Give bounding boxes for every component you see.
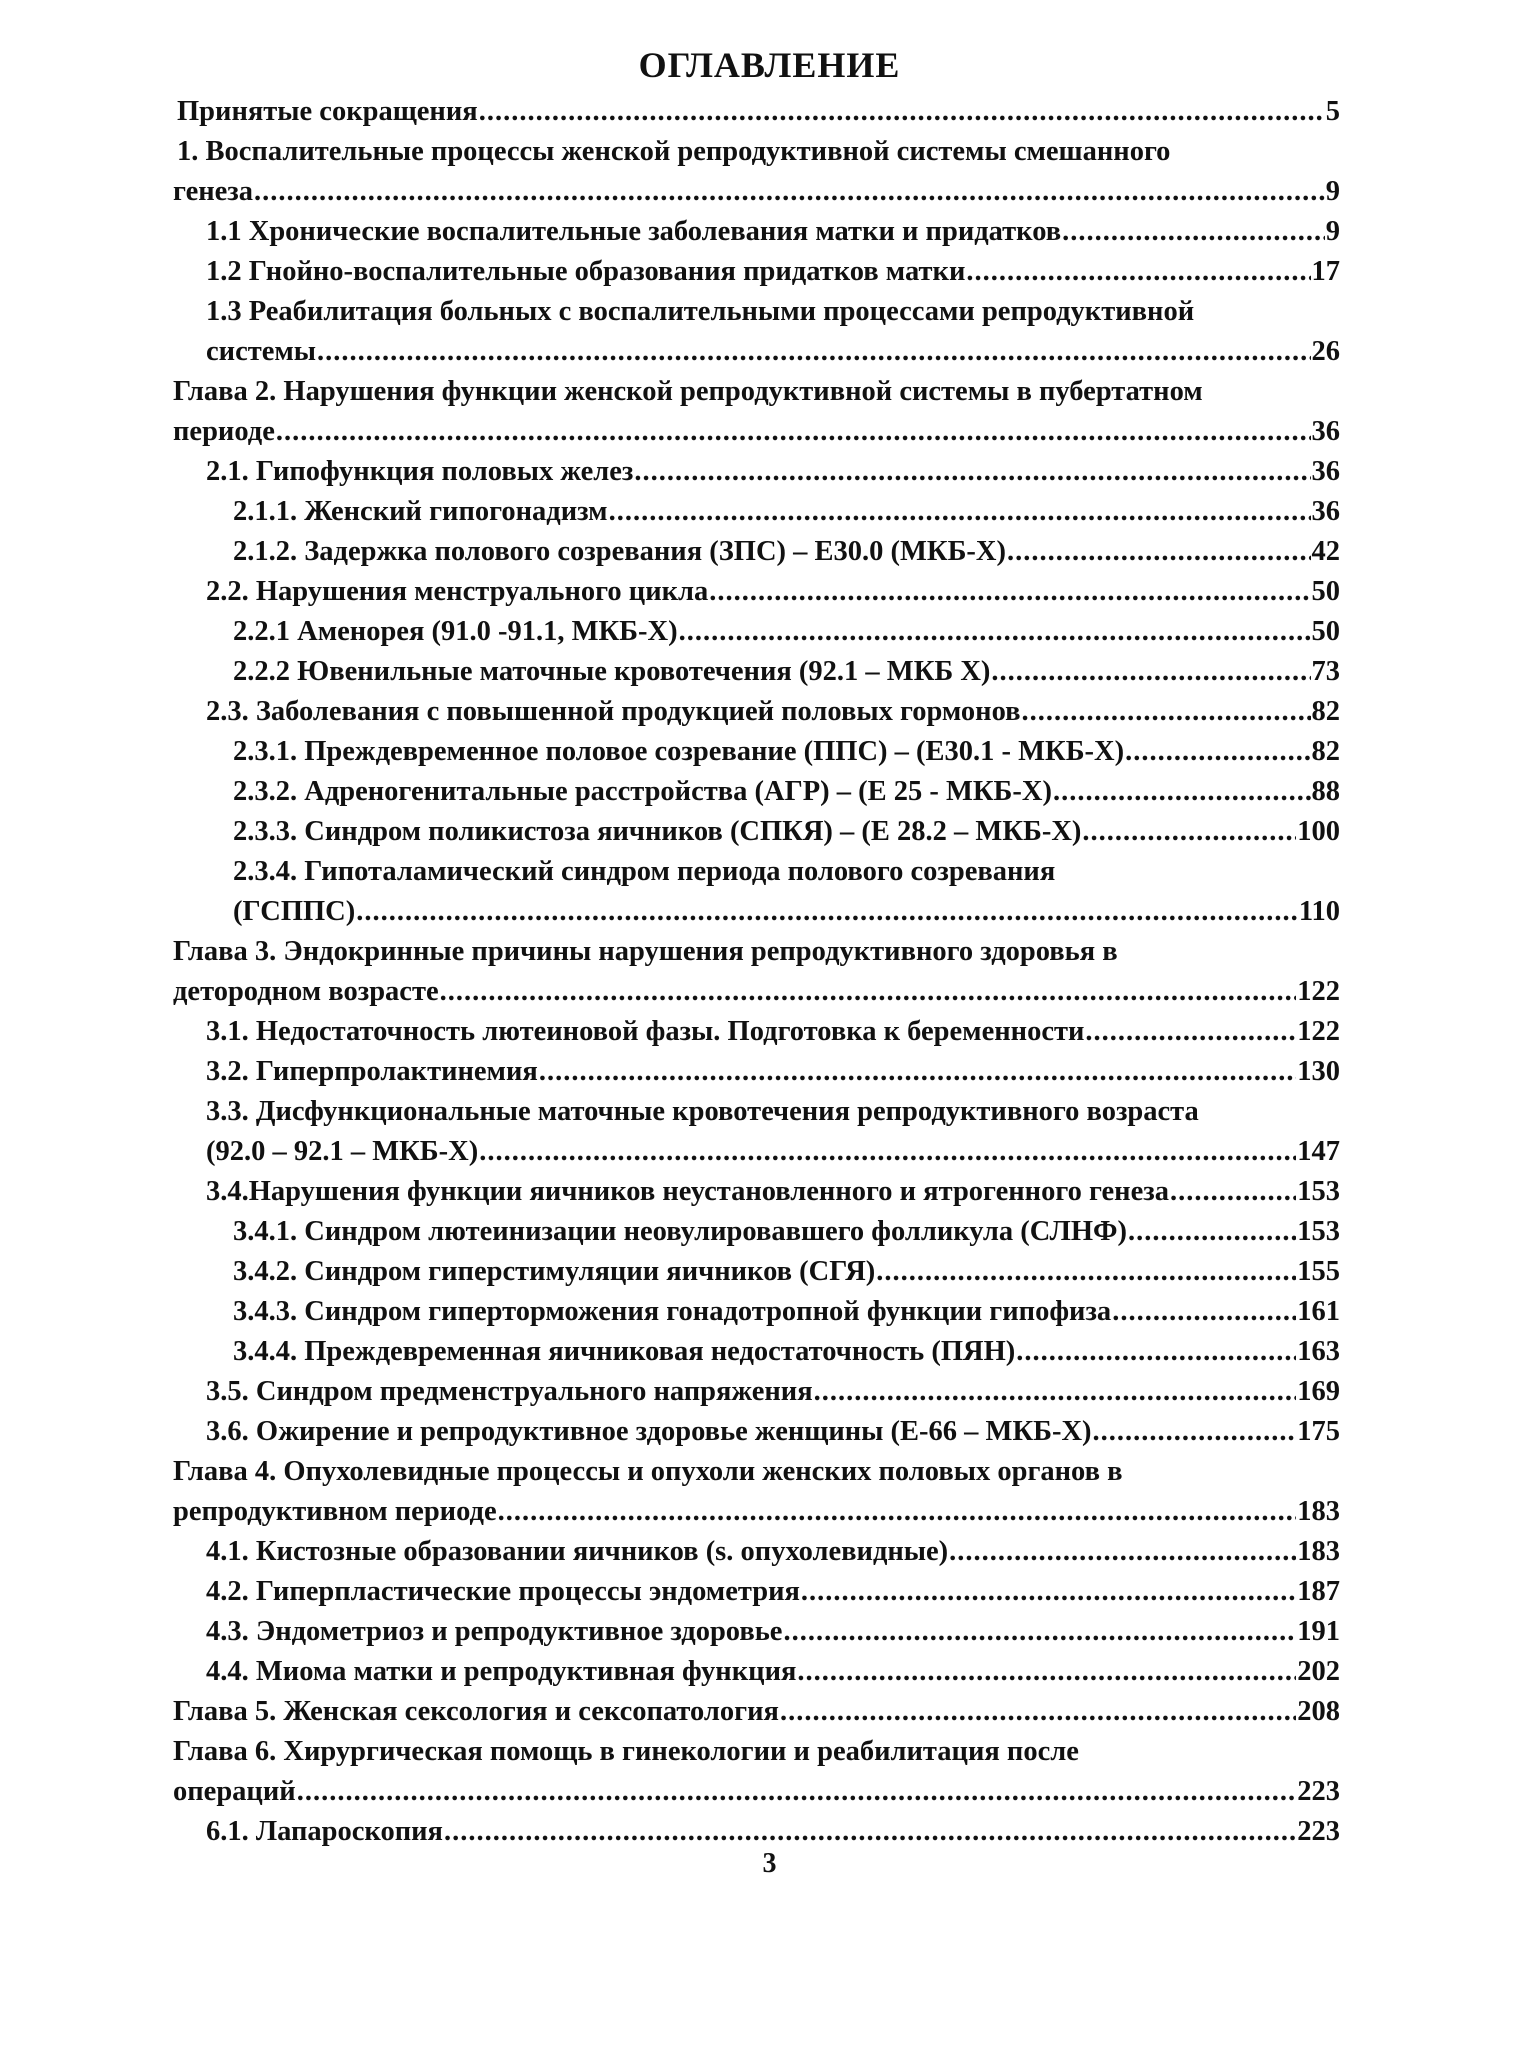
toc-line [173, 492, 1340, 532]
toc-line [173, 732, 1340, 772]
toc-entry-title: 2.2.1 Аменорея (91.0 -91.1, МКБ-Х) [233, 616, 678, 647]
toc-dot-leader [634, 452, 1310, 492]
toc-dot-leader [949, 1532, 1296, 1572]
toc-entry-title: 2.3.1. Преждевременное половое созревание (ППС) – (Е30.1 - МКБ-Х) [233, 736, 1125, 767]
toc-entry [173, 732, 1340, 772]
toc-page-number: 26 [1311, 336, 1340, 367]
toc-line [173, 1692, 1340, 1732]
toc-entry [173, 372, 1340, 452]
toc-entry-title: операций [173, 1776, 296, 1807]
toc-entry-title: 4.2. Гиперпластические процессы эндометрия [206, 1576, 800, 1607]
toc-entry-title: системы [206, 336, 317, 367]
toc-entry-title: 2.1. Гипофункция половых желез [206, 456, 634, 487]
toc-entry-title: 2.2.2 Ювенильные маточные кровотечения (92.1 – МКБ Х) [233, 656, 991, 687]
toc-line [173, 252, 1340, 292]
toc-line [173, 1172, 1340, 1212]
toc-page-number: 187 [1297, 1576, 1340, 1607]
toc-dot-leader [609, 492, 1311, 532]
toc-page-number: 122 [1297, 1016, 1340, 1047]
toc-page-number: 155 [1297, 1256, 1340, 1287]
toc-entry [173, 212, 1340, 252]
toc-entry-title: периоде [173, 416, 275, 447]
toc-line [173, 1252, 1340, 1292]
toc-line [173, 852, 1340, 892]
toc-dot-leader [780, 1692, 1296, 1732]
toc-line [173, 1452, 1340, 1492]
toc-page-number: 122 [1297, 976, 1340, 1007]
toc-entry [173, 652, 1340, 692]
toc-line [173, 612, 1340, 652]
toc-line [173, 412, 1340, 452]
toc-page-number: 183 [1297, 1536, 1340, 1567]
toc-entry [173, 132, 1340, 212]
toc-entry [173, 532, 1340, 572]
toc-line [173, 1572, 1340, 1612]
toc-page-number: 130 [1297, 1056, 1340, 1087]
toc-line [173, 132, 1340, 172]
toc-entry-title: Глава 5. Женская сексология и сексопатология [173, 1696, 779, 1727]
toc-page-number: 223 [1297, 1776, 1340, 1807]
toc-dot-leader [709, 572, 1310, 612]
toc-line [173, 1212, 1340, 1252]
toc-entry [173, 1732, 1340, 1812]
toc-dot-leader [1128, 1212, 1296, 1252]
toc-page-number: 153 [1297, 1216, 1340, 1247]
toc-dot-leader [991, 652, 1310, 692]
toc-entry [173, 1012, 1340, 1052]
toc-entry [173, 1412, 1340, 1452]
toc-entry-title: 3.4.2. Синдром гиперстимуляции яичников (СГЯ) [233, 1256, 876, 1287]
toc-line [173, 172, 1340, 212]
toc-entry-title: 2.3.4. Гипоталамический синдром периода полового созревания [233, 856, 1056, 887]
toc-entry-title: Глава 3. Эндокринные причины нарушения репродуктивного здоровья в [173, 936, 1118, 967]
toc-entry-title: (92.0 – 92.1 – МКБ-Х) [206, 1136, 479, 1167]
toc-page-number: 191 [1297, 1616, 1340, 1647]
toc-line [173, 1532, 1340, 1572]
toc-entry [173, 1652, 1340, 1692]
toc-line [173, 892, 1340, 932]
toc-entry-title: 3.6. Ожирение и репродуктивное здоровье женщины (Е-66 – МКБ-Х) [206, 1416, 1092, 1447]
toc-dot-leader [876, 1252, 1296, 1292]
toc-entry [173, 1612, 1340, 1652]
toc-entry-title: 2.2. Нарушения менструального цикла [206, 576, 709, 607]
toc-dot-leader [479, 1132, 1296, 1172]
toc-entry [173, 572, 1340, 612]
toc-entry [173, 932, 1340, 1012]
toc-line [173, 1292, 1340, 1332]
page-number: 3 [762, 1848, 777, 1879]
toc-dot-leader [783, 1612, 1296, 1652]
toc-line [173, 332, 1340, 372]
toc-dot-leader [317, 332, 1310, 372]
toc-line [173, 212, 1340, 252]
toc-entry [173, 92, 1340, 132]
toc-entry-title: 3.4.Нарушения функции яичников неустановленного и ятрогенного генеза [206, 1176, 1169, 1207]
toc-dot-leader [276, 412, 1311, 452]
toc-entry-title: 3.1. Недостаточность лютеиновой фазы. Подготовка к беременности [206, 1016, 1085, 1047]
toc-entry [173, 692, 1340, 732]
toc-entry [173, 252, 1340, 292]
toc-page-number: 50 [1311, 576, 1340, 607]
toc-line [173, 1812, 1340, 1852]
toc-entry-title: 3.4.4. Преждевременная яичниковая недостаточность (ПЯН) [233, 1336, 1016, 1367]
toc-line [173, 292, 1340, 332]
toc-entry [173, 1212, 1340, 1252]
toc-dot-leader [356, 892, 1298, 932]
toc-page-number: 147 [1297, 1136, 1340, 1167]
toc-entry-title: 3.5. Синдром предменструального напряжения [206, 1376, 813, 1407]
toc-dot-leader [297, 1772, 1297, 1812]
toc-page-number: 110 [1298, 896, 1340, 927]
toc-entry [173, 1332, 1340, 1372]
toc-entry-title: репродуктивном периоде [173, 1496, 497, 1527]
toc-page-number: 202 [1297, 1656, 1340, 1687]
toc-dot-leader [679, 612, 1311, 652]
toc-line [173, 652, 1340, 692]
toc-entry [173, 492, 1340, 532]
toc-page-number: 82 [1311, 736, 1340, 767]
toc-entry-title: 2.3.3. Синдром поликистоза яичников (СПКЯ) – (Е 28.2 – МКБ-Х) [233, 816, 1082, 847]
toc-dot-leader [1112, 1292, 1296, 1332]
toc-dot-leader [1125, 732, 1310, 772]
toc-page-number: 73 [1311, 656, 1340, 687]
toc-entry-title: Принятые сокращения [177, 96, 478, 127]
page-title: ОГЛАВЛЕНИЕ [638, 45, 901, 85]
toc-entry [173, 772, 1340, 812]
toc-entry-title: 3.4.1. Синдром лютеинизации неовулировавшего фолликула (СЛНФ) [233, 1216, 1127, 1247]
toc-line [173, 1052, 1340, 1092]
toc-line [173, 1132, 1340, 1172]
toc-page-number: 161 [1297, 1296, 1340, 1327]
toc-page-number: 175 [1297, 1416, 1340, 1447]
toc-entry-title: (ГСППС) [233, 896, 356, 927]
toc-line [173, 1612, 1340, 1652]
toc-entry-title: 1. Воспалительные процессы женской репродуктивной системы смешанного [177, 136, 1171, 167]
toc-entry [173, 1692, 1340, 1732]
toc-page-number: 36 [1311, 456, 1340, 487]
toc-entry [173, 452, 1340, 492]
toc-page-number: 36 [1311, 416, 1340, 447]
toc-entry-title: 1.1 Хронические воспалительные заболевания матки и придатков [206, 216, 1062, 247]
toc-entry [173, 1812, 1340, 1852]
toc-entry-title: 6.1. Лапароскопия [206, 1816, 443, 1847]
toc-line [173, 1012, 1340, 1052]
toc-line [173, 572, 1340, 612]
toc-line [173, 932, 1340, 972]
toc-dot-leader [1016, 1332, 1296, 1372]
toc-entry-title: 3.4.3. Синдром гиперторможения гонадотропной функции гипофиза [233, 1296, 1112, 1327]
toc-entry-title: 4.4. Миома матки и репродуктивная функция [206, 1656, 797, 1687]
toc-line [173, 1772, 1340, 1812]
toc-entry-title: 4.1. Кистозные образовании яичников (s. опухолевидные) [206, 1536, 949, 1567]
toc-page-number: 9 [1325, 176, 1340, 207]
toc-entry [173, 1572, 1340, 1612]
toc-dot-leader [1062, 212, 1325, 252]
toc-entry-title: Глава 6. Хирургическая помощь в гинекологии и реабилитация после [173, 1736, 1079, 1767]
toc-entry [173, 292, 1340, 372]
toc-page-number: 36 [1311, 496, 1340, 527]
toc-entry-title: Глава 4. Опухолевидные процессы и опухоли женских половых органов в [173, 1456, 1123, 1487]
toc-entry-title: 3.2. Гиперпролактинемия [206, 1056, 538, 1087]
toc-dot-leader [254, 172, 1325, 212]
toc-dot-leader [1085, 1012, 1296, 1052]
toc-dot-leader [814, 1372, 1297, 1412]
toc-dot-leader [444, 1812, 1296, 1852]
toc-entry [173, 1052, 1340, 1092]
toc-page-number: 5 [1325, 96, 1340, 127]
toc-line [173, 1412, 1340, 1452]
toc-entry-title: генеза [173, 176, 253, 207]
toc-entry-title: Глава 2. Нарушения функции женской репродуктивной системы в пубертатном [173, 376, 1203, 407]
toc-page-number: 50 [1311, 616, 1340, 647]
toc-page-number: 100 [1297, 816, 1340, 847]
toc-line [173, 92, 1340, 132]
toc-dot-leader [1093, 1412, 1297, 1452]
toc-entry [173, 1292, 1340, 1332]
toc-entry-title: 1.3 Реабилитация больных с воспалительными процессами репродуктивной [206, 296, 1195, 327]
toc-entry [173, 1452, 1340, 1532]
toc-line [173, 692, 1340, 732]
toc-dot-leader [1170, 1172, 1296, 1212]
toc-dot-leader [440, 972, 1297, 1012]
toc-line [173, 1652, 1340, 1692]
toc-entry-title: 2.1.1. Женский гипогонадизм [233, 496, 608, 527]
toc-dot-leader [1022, 692, 1311, 732]
toc-page-number: 153 [1297, 1176, 1340, 1207]
toc-page-number: 223 [1297, 1816, 1340, 1847]
toc-line [173, 812, 1340, 852]
toc-line [173, 1732, 1340, 1772]
toc-page-number: 17 [1311, 256, 1340, 287]
toc-dot-leader [801, 1572, 1296, 1612]
toc-entry [173, 1172, 1340, 1212]
toc-page-number: 9 [1325, 216, 1340, 247]
toc-page-number: 169 [1297, 1376, 1340, 1407]
toc-page-number: 88 [1311, 776, 1340, 807]
toc-line [173, 1332, 1340, 1372]
toc-dot-leader [797, 1652, 1296, 1692]
toc-entry-title: детородном возрасте [173, 976, 439, 1007]
toc-dot-leader [539, 1052, 1296, 1092]
toc-entry [173, 1532, 1340, 1572]
toc-page-number: 163 [1297, 1336, 1340, 1367]
toc-dot-leader [479, 92, 1325, 132]
toc-dot-leader [498, 1492, 1297, 1532]
toc-dot-leader [1053, 772, 1311, 812]
toc-entry [173, 1252, 1340, 1292]
toc-entry [173, 852, 1340, 932]
table-of-contents [173, 92, 1340, 1852]
toc-entry [173, 812, 1340, 852]
toc-page-number: 208 [1297, 1696, 1340, 1727]
toc-line [173, 1492, 1340, 1532]
toc-dot-leader [1007, 532, 1311, 572]
toc-line [173, 372, 1340, 412]
toc-line [173, 1092, 1340, 1132]
toc-line [173, 1372, 1340, 1412]
toc-entry [173, 1092, 1340, 1172]
toc-line [173, 772, 1340, 812]
toc-entry-title: 2.3.2. Адреногенитальные расстройства (АГР) – (Е 25 - МКБ-Х) [233, 776, 1052, 807]
toc-entry [173, 612, 1340, 652]
toc-line [173, 532, 1340, 572]
toc-dot-leader [1082, 812, 1296, 852]
toc-dot-leader [966, 252, 1310, 292]
toc-entry-title: 4.3. Эндометриоз и репродуктивное здоровье [206, 1616, 783, 1647]
toc-entry [173, 1372, 1340, 1412]
toc-entry-title: 1.2 Гнойно-воспалительные образования придатков матки [206, 256, 966, 287]
toc-line [173, 972, 1340, 1012]
toc-page-number: 82 [1311, 696, 1340, 727]
toc-entry-title: 3.3. Дисфункциональные маточные кровотечения репродуктивного возраста [206, 1096, 1199, 1127]
toc-page-number: 183 [1297, 1496, 1340, 1527]
toc-entry-title: 2.1.2. Задержка полового созревания (ЗПС) – Е30.0 (МКБ-Х) [233, 536, 1006, 567]
toc-page-number: 42 [1311, 536, 1340, 567]
toc-line [173, 452, 1340, 492]
toc-entry-title: 2.3. Заболевания с повышенной продукцией половых гормонов [206, 696, 1021, 727]
